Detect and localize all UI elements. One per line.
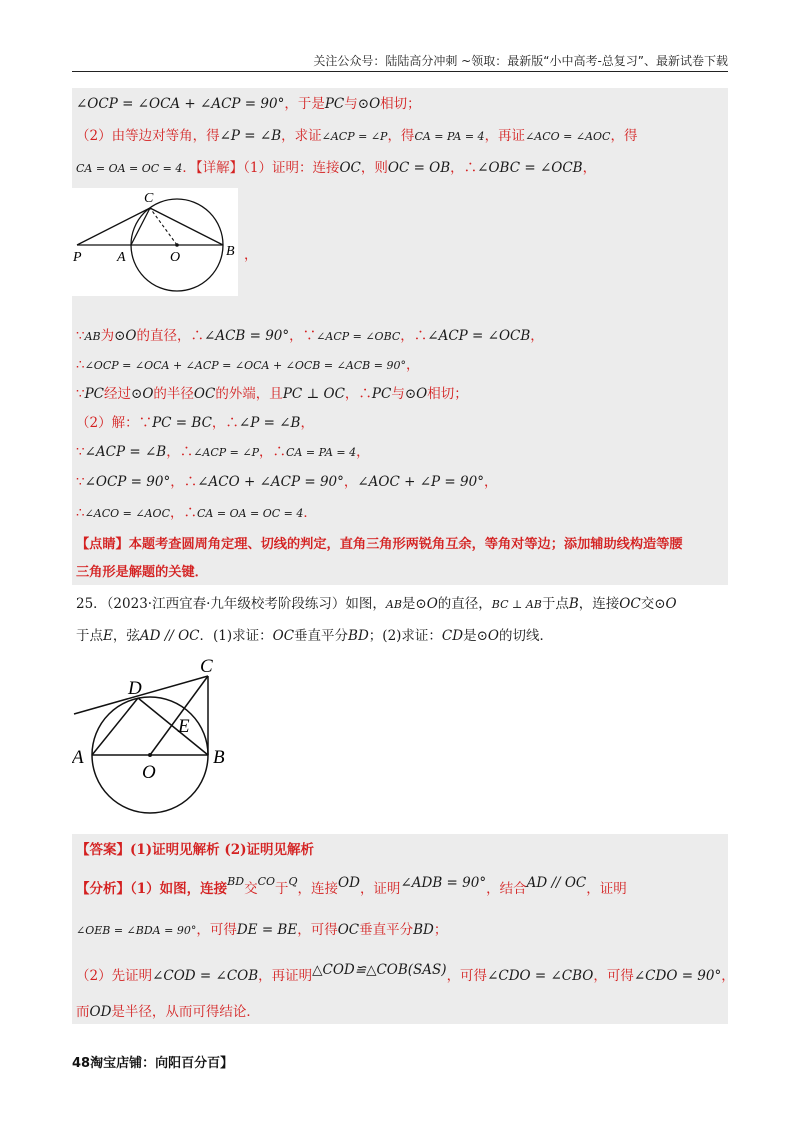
math: OC — [619, 596, 641, 612]
key-point-line-1: 【点睛】本题考查圆周角定理、切线的判定，直角三角形两锐角互余，等角对等边；添加辅助线构造等腰 — [76, 537, 683, 552]
text: 垂直平分 — [359, 922, 414, 938]
text: ， — [300, 415, 314, 431]
sol-line-2 — [76, 126, 637, 147]
text: 经过 — [104, 386, 132, 402]
sol-line-9 — [76, 472, 497, 492]
text: ，∴ — [450, 160, 478, 176]
analysis-line-4 — [76, 1002, 260, 1022]
math: AB — [385, 598, 402, 611]
line-ac — [131, 208, 150, 245]
text: ，∴ — [211, 415, 239, 431]
sol-line-6 — [76, 384, 468, 404]
text: ∵ — [76, 328, 85, 344]
label-a: A — [117, 250, 126, 265]
text: ， — [530, 328, 544, 344]
math: CD — [441, 628, 464, 644]
label-b: B — [226, 244, 235, 259]
text: ，∴ — [166, 444, 194, 460]
math: AB — [84, 330, 101, 343]
math: ∠AOC + ∠P = 90° — [357, 474, 484, 490]
math: ∠ACO = ∠AOC — [525, 130, 611, 143]
text: ，求证 — [281, 128, 322, 144]
math: CA = OA = OC = 4 — [76, 162, 183, 175]
text: ，得 — [610, 128, 638, 144]
text: ，∴ — [259, 444, 287, 460]
math: ∠OCP = 90° — [84, 474, 171, 490]
text: （2）由等边对等角，得 — [76, 128, 220, 144]
text: ，证明 — [359, 881, 401, 897]
text: 的外端，且 — [215, 386, 283, 402]
text: （2）先证明 — [76, 968, 153, 984]
text: ，证明 — [586, 881, 627, 897]
question-25-line-2 — [76, 626, 553, 646]
math: BD — [348, 628, 369, 644]
text: 相切； — [427, 386, 468, 402]
sol-line-8 — [76, 442, 370, 463]
math: ⊙O — [476, 628, 499, 644]
math: ⊙O — [404, 386, 428, 402]
text: ， — [582, 160, 597, 176]
math: ⊙O — [131, 386, 154, 402]
line-oc-dashed — [150, 208, 177, 245]
text: 与 — [344, 96, 358, 112]
text: ，得 — [387, 128, 415, 144]
sol-line-1 — [76, 94, 421, 114]
text: ，可得 — [593, 968, 634, 984]
text: 的直径，∴ — [136, 328, 205, 344]
text: ，可得 — [446, 968, 488, 984]
line-bc — [150, 208, 223, 245]
text: ，∴ — [400, 328, 428, 344]
text: 的直径， — [437, 596, 492, 612]
text: 的切线． — [498, 628, 553, 644]
point-o — [175, 243, 179, 247]
text: 于点 — [541, 596, 569, 612]
analysis-line-3 — [76, 960, 735, 986]
math: ∠P = ∠B — [238, 415, 301, 431]
text: （2）解：∵ — [76, 415, 153, 431]
figure-1-drawing — [72, 188, 238, 296]
text: ，再证 — [484, 128, 526, 144]
key-point-line-2: 三角形是解题的关键． — [76, 565, 208, 580]
math: ∠OCP = ∠OCA + ∠ACP = ∠OCA + ∠OCB = ∠ACB = 90° — [84, 359, 406, 372]
math: B — [568, 596, 579, 612]
math: ∠ACP = ∠B — [84, 444, 167, 460]
text: 是半径，从而可得结论． — [111, 1004, 260, 1020]
math: ∠ACO = ∠AOC — [84, 507, 170, 520]
math: △COD≌△COB(SAS) — [312, 962, 447, 978]
text: 交 — [244, 881, 258, 897]
text: ，则 — [360, 160, 388, 176]
math: Q — [288, 875, 298, 888]
sol-line-5 — [76, 355, 419, 376]
text: ，∴ — [344, 386, 372, 402]
math: OC = OB — [387, 160, 451, 176]
text: ，再证明 — [258, 968, 313, 984]
text: 而 — [76, 1004, 90, 1020]
question-25-line-1 — [76, 594, 677, 615]
text: 25．（2023·江西宜春·九年级校考阶段练习）如图， — [76, 596, 386, 612]
math: PC — [84, 386, 105, 402]
math: ⊙O — [114, 328, 137, 344]
text: ，连接 — [297, 881, 339, 897]
text: ，连接 — [578, 596, 620, 612]
text: ∵ — [76, 444, 85, 460]
math: ⊙O — [357, 96, 381, 112]
label-a: A — [72, 747, 84, 768]
label-b: B — [213, 747, 225, 768]
text: 于点 — [76, 628, 103, 644]
text: ∵ — [76, 474, 85, 490]
analysis-line-2 — [76, 920, 447, 941]
math: OD — [89, 1004, 112, 1020]
text: 垂直平分 — [294, 628, 349, 644]
math: OC — [193, 386, 216, 402]
text: ，结合 — [486, 881, 527, 897]
answer-line: 【答案】(1)证明见解析 (2)证明见解析 — [76, 842, 315, 858]
text: ，可得 — [297, 922, 338, 938]
math: ∠CDO = 90° — [633, 968, 722, 984]
text: ；(2)求证： — [368, 628, 442, 644]
figure-1 — [72, 188, 238, 296]
text: ，∴ — [170, 505, 197, 521]
math: ∠ADB = 90° — [400, 875, 487, 891]
text: ； — [433, 922, 448, 938]
text: ，∴ — [170, 474, 198, 490]
math: ⊙O — [415, 596, 438, 612]
math: ∠P = ∠B — [219, 128, 282, 144]
text: ∵ — [76, 386, 85, 402]
text: ，∵ — [289, 328, 317, 344]
text: 【分析】（1）如图，连接 — [76, 881, 228, 897]
text: 于 — [275, 881, 289, 897]
math: ∠CDO = ∠CBO — [487, 968, 594, 984]
text: ． — [303, 505, 317, 521]
math: ∠ACP = ∠P — [321, 130, 388, 143]
figure-2 — [72, 650, 242, 818]
page-header-text: 关注公众号：陆陆高分冲刺 ~领取：最新版“小中高考-总复习”、最新试卷下载 — [313, 54, 728, 68]
text: 交 — [640, 596, 655, 612]
math: CA = PA = 4 — [286, 446, 357, 459]
math: CA = OA = OC = 4 — [197, 507, 304, 520]
figure-2-drawing — [72, 650, 242, 818]
math: CA = PA = 4 — [414, 130, 485, 143]
text: ，可得 — [196, 922, 237, 938]
math: BD — [413, 922, 434, 938]
page-footer: 48淘宝店铺：向阳百分百】 — [72, 1056, 234, 1071]
text: ， — [721, 968, 735, 984]
math: PC — [371, 386, 392, 402]
text: ．(1)求证： — [199, 628, 273, 644]
math: BC ⊥ AB — [491, 598, 542, 611]
text: 是 — [401, 596, 416, 612]
label-d: D — [128, 678, 142, 699]
text: ， — [405, 357, 420, 373]
math: AD // OC — [139, 628, 200, 644]
math: AD // OC — [526, 875, 587, 891]
sol-line-7 — [76, 413, 314, 433]
text: 为 — [100, 328, 115, 344]
math: PC — [324, 96, 345, 112]
math: OD — [338, 875, 360, 891]
analysis-line-1 — [76, 872, 627, 899]
text: 是 — [463, 628, 477, 644]
sol-line-4 — [76, 326, 544, 347]
header-rule — [72, 71, 728, 72]
math: ⊙O — [654, 596, 677, 612]
math: ∠COD = ∠COB — [152, 968, 259, 984]
label-o: O — [170, 250, 181, 265]
line-pc — [77, 208, 150, 245]
label-c: C — [144, 191, 154, 206]
math: OC — [339, 160, 361, 176]
math: PC = BC — [152, 415, 212, 431]
math: E — [103, 628, 113, 644]
text: ，于是 — [284, 96, 325, 112]
sol-line-10 — [76, 503, 317, 524]
math: ∠ACO + ∠ACP = 90° — [197, 474, 344, 490]
math: ∠ACB = 90° — [204, 328, 290, 344]
text: ，弦 — [112, 628, 140, 644]
math: ∠ACP = ∠P — [193, 446, 260, 459]
math: PC ⊥ OC — [282, 386, 345, 402]
label-e: E — [178, 716, 190, 737]
math: ∠ACP = ∠OCB — [427, 328, 531, 344]
text: ， — [483, 474, 498, 490]
text: 相切； — [380, 96, 421, 112]
text: ∴ — [76, 357, 85, 373]
label-c: C — [200, 656, 213, 677]
math: DE = BE — [236, 922, 298, 938]
fig1-comma: ， — [244, 247, 258, 263]
label-o: O — [142, 762, 156, 783]
sol-line-3 — [76, 158, 596, 179]
point-o — [148, 753, 152, 757]
math: ∠OCP = ∠OCA + ∠ACP = 90° — [76, 96, 285, 112]
label-p: P — [73, 250, 82, 265]
chord-db — [138, 698, 208, 755]
text: ， — [343, 474, 358, 490]
text: ， — [356, 444, 370, 460]
math: ∠ACP = ∠OBC — [316, 330, 401, 343]
math: ∠OEB = ∠BDA = 90° — [76, 924, 197, 937]
math: OC — [272, 628, 295, 644]
math: CO — [257, 875, 275, 888]
text: ∴ — [76, 505, 85, 521]
text: ．【详解】（1）证明：连接 — [182, 160, 340, 176]
math: BD — [227, 875, 245, 888]
text: 与 — [391, 386, 405, 402]
math: OC — [337, 922, 360, 938]
text: 的半径 — [153, 386, 194, 402]
math: ∠OBC = ∠OCB — [477, 160, 583, 176]
